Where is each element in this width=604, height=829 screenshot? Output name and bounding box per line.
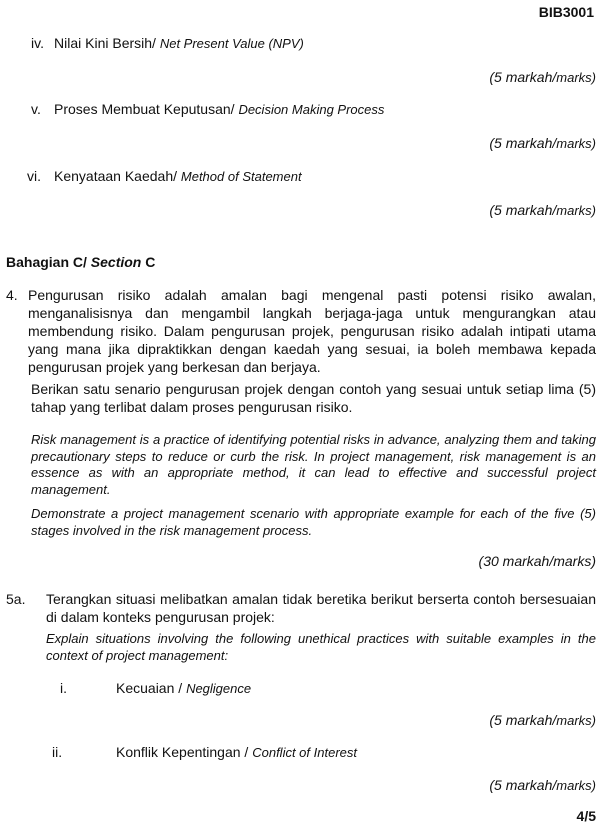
item-english: Decision Making Process	[238, 102, 385, 117]
marks-iv: (5 markah/marks)	[489, 69, 596, 85]
q5a-english: Explain situations involving the following unethical practices with suitable examples in the context of project management:	[46, 631, 596, 663]
item-iv	[31, 35, 304, 51]
item-v	[31, 101, 384, 117]
q4-marks: (30 markah/marks)	[478, 553, 596, 569]
item-english: Conflict of Interest	[252, 745, 357, 760]
page-number: 4/5	[576, 808, 596, 824]
marks-vi: (5 markah/marks)	[489, 202, 596, 218]
item-malay: Konflik Kepentingan /	[116, 744, 249, 760]
q4-malay-paragraph-1: Pengurusan risiko adalah amalan bagi mengenal pasti potensi risiko awalan, menganalisisnya dan mengambil langkah berjaga-jaga untuk mengurangkan atau membendung risiko. Dalam pengurusan projek, pengurusan risiko adalah intipati utama yang mana jika dipraktikkan dengan kaedah yang sesuai, ia boleh membawa kepada pengurusan projek yang berkesan dan berjaya.	[28, 287, 596, 375]
q4-malay-paragraph-2: Berikan satu senario pengurusan projek dengan contoh yang sesuai untuk setiap lima (5) tahap yang terlibat dalam proses pengurusan risiko.	[31, 381, 596, 415]
item-malay: Proses Membuat Keputusan/	[54, 101, 235, 117]
item-malay: Nilai Kini Bersih/	[54, 35, 156, 51]
q5a-item-i	[60, 680, 251, 696]
item-number: iv.	[31, 35, 44, 51]
item-number: v.	[31, 101, 41, 117]
item-malay: Kecuaian /	[116, 680, 183, 696]
course-code: BIB3001	[538, 4, 594, 20]
marks-q5a-ii: (5 markah/marks)	[489, 777, 596, 793]
marks-v: (5 markah/marks)	[489, 135, 596, 151]
marks-q5a-i: (5 markah/marks)	[489, 712, 596, 728]
item-number: ii.	[52, 744, 63, 760]
item-vi	[27, 168, 302, 184]
item-english: Method of Statement	[180, 169, 302, 184]
q5a-number: 5a.	[6, 591, 26, 607]
item-english: Net Present Value (NPV)	[159, 36, 304, 51]
q4-number: 4.	[6, 287, 18, 303]
q5a-item-ii	[52, 744, 357, 760]
item-number: vi.	[27, 168, 41, 184]
q4-english-paragraph-2: Demonstrate a project management scenario with appropriate example for each of the five (5) stages involved in the risk management process.	[31, 506, 596, 538]
section-heading: Bahagian C/ Section C	[6, 254, 156, 270]
item-malay: Kenyataan Kaedah/	[54, 168, 177, 184]
q4-english-paragraph-1: Risk management is a practice of identifying potential risks in advance, analyzing them and taking precautionary steps to reduce or curb the risk. In project management, risk management is an essence as with an appropriate method, it can lead to effective and successful project management.	[31, 432, 596, 497]
q5a-malay: Terangkan situasi melibatkan amalan tidak beretika berikut berserta contoh bersesuaian di dalam konteks pengurusan projek:	[46, 591, 596, 625]
item-english: Negligence	[186, 681, 252, 696]
item-number: i.	[60, 680, 67, 696]
